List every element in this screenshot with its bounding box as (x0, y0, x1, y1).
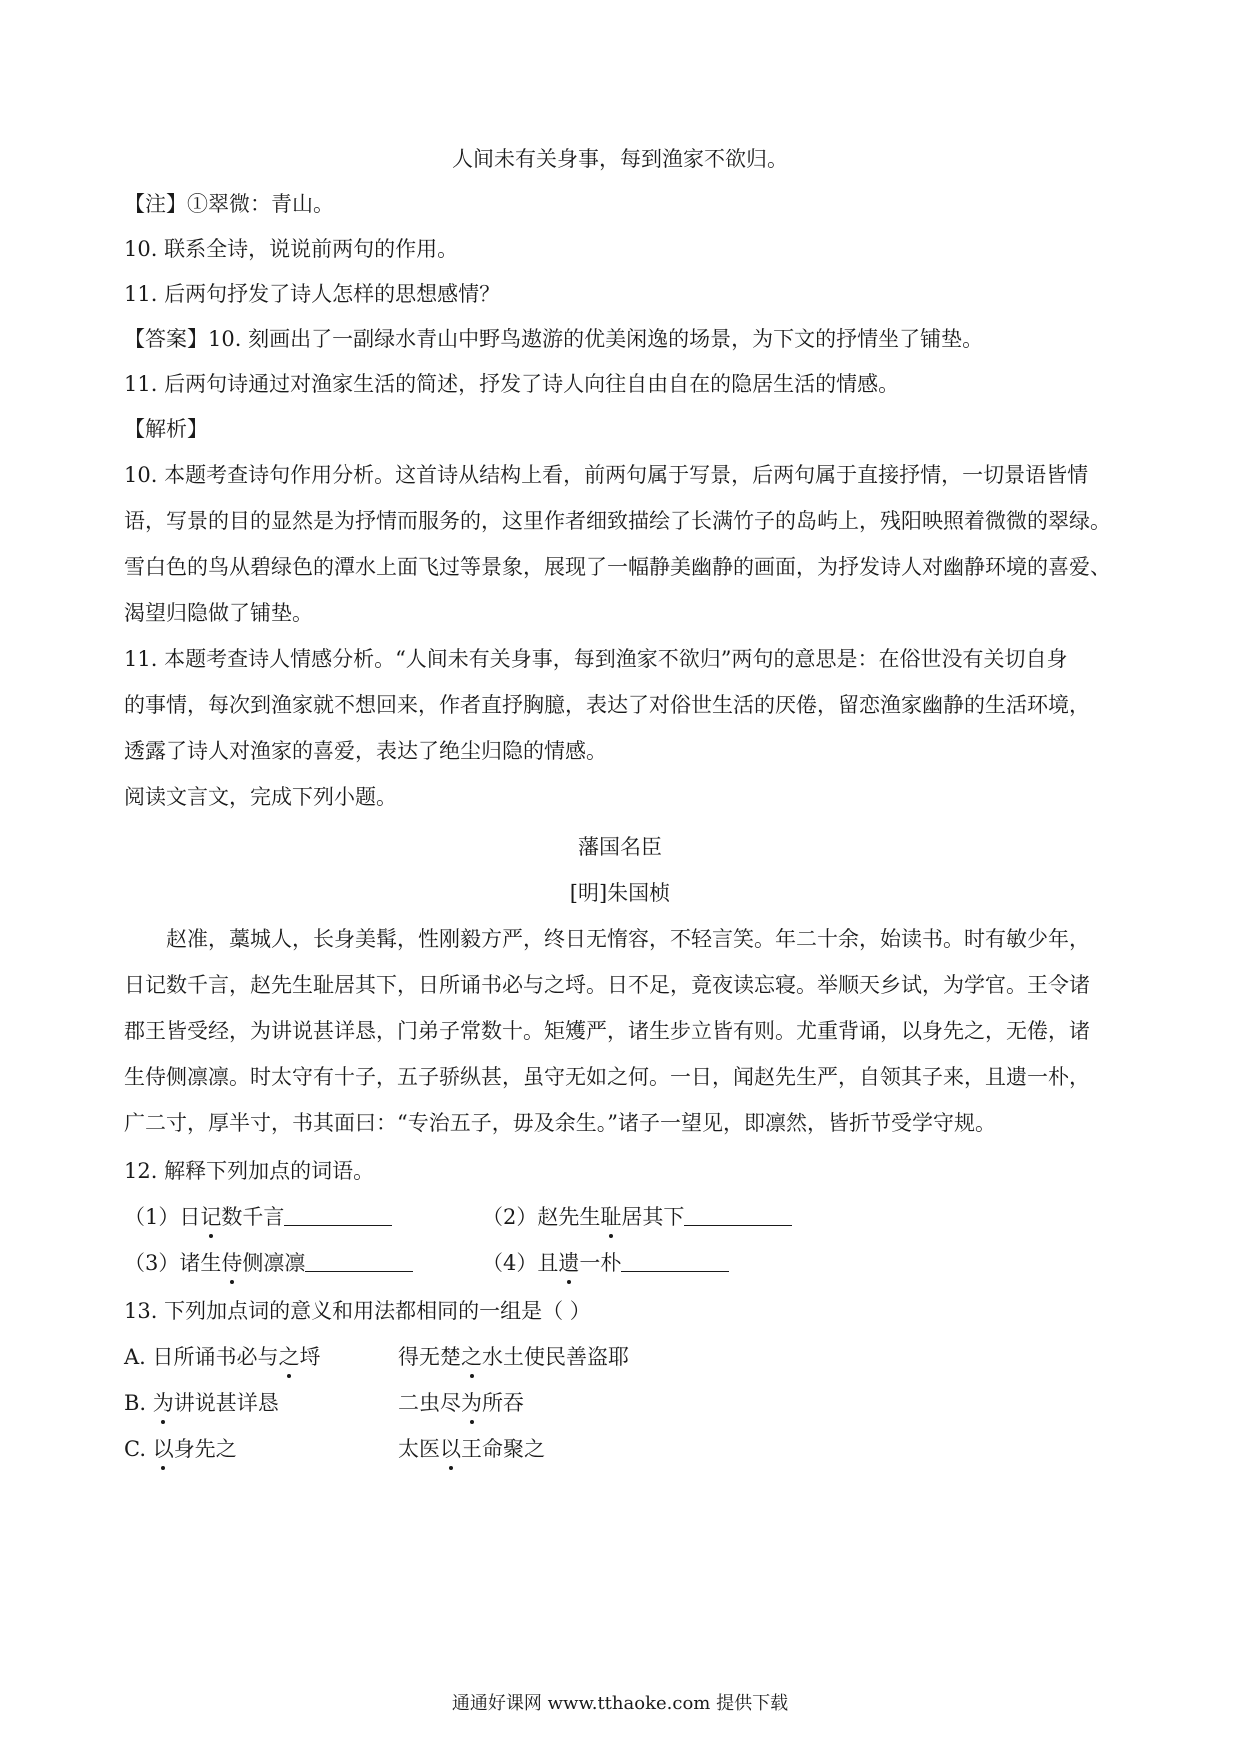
question-12-row (124, 1203, 1120, 1231)
option-text: 埒 (299, 1345, 321, 1369)
item-text: 日 (179, 1205, 201, 1229)
item-text: 一朴 (579, 1251, 622, 1275)
answer-blank[interactable] (621, 1251, 729, 1272)
analysis-10-line: 语，写景的目的显然是为抒情而服务的，这里作者细致描绘了长满竹子的岛屿上，残阳映照着微微的翠绿。 (124, 509, 1111, 533)
option-second-sentence (398, 1389, 524, 1417)
q12-item-4 (482, 1249, 729, 1277)
dotted-word: 以 (152, 1437, 174, 1461)
item-number: （2） (482, 1205, 538, 1229)
passage-line: 日记数千言，赵先生耻居其下，日所诵书必与之埒。日不足，竟夜读忘寝。举顺天乡试，为学官。王令诸 (124, 973, 1090, 997)
option-second-sentence (398, 1435, 545, 1463)
dotted-word: 为 (461, 1391, 482, 1415)
q13-option-b[interactable] (124, 1389, 1120, 1417)
option-label: B. (124, 1391, 147, 1415)
dotted-word: 之 (461, 1345, 482, 1369)
option-text: 水土使民善盗耶 (482, 1345, 629, 1369)
passage-line: 赵准，藁城人，长身美髯，性刚毅方严，终日无惰容，不轻言笑。年二十余，始读书。时有敏少年， (166, 927, 1090, 951)
option-text: 二虫尽 (398, 1391, 461, 1415)
dotted-word: 以 (440, 1437, 461, 1461)
page-footer: 通通好课网 www.tthaoke.com 提供下载 (451, 1693, 789, 1714)
dotted-word: 遗 (558, 1251, 580, 1275)
item-number: （1） (124, 1205, 180, 1229)
answer-blank[interactable] (305, 1251, 413, 1272)
analysis-heading: 【解析】 (124, 417, 208, 441)
passage-line: 广二寸，厚半寸，书其面曰：“专治五子，毋及余生。”诸子一望见，即凛然，皆折节受学守规。 (124, 1111, 996, 1135)
note: 【注】①翠微：青山。 (124, 192, 334, 216)
analysis-10-line: 10. 本题考查诗句作用分析。这首诗从结构上看，前两句属于写景，后两句属于直接抒情，一切景语皆情 (124, 463, 1089, 487)
item-text: 诸生 (179, 1251, 222, 1275)
poem-last-line: 人间未有关身事，每到渔家不欲归。 (452, 147, 788, 171)
question-11: 11. 后两句抒发了诗人怎样的思想感情？ (124, 282, 501, 306)
option-text: 讲说甚详恳 (173, 1391, 279, 1415)
item-text: 赵先生 (537, 1205, 601, 1229)
q13-option-c[interactable] (124, 1435, 1120, 1463)
item-text: 且 (537, 1251, 559, 1275)
option-text: 太医 (398, 1437, 440, 1461)
item-text: 居其下 (621, 1205, 685, 1229)
option-label: C. (124, 1437, 146, 1461)
answer-blank[interactable] (684, 1205, 792, 1226)
question-12-row (124, 1249, 1120, 1277)
passage-author: [明]朱国桢 (569, 881, 671, 905)
option-text: 得无楚 (398, 1345, 461, 1369)
analysis-11-line: 11. 本题考查诗人情感分析。“人间未有关身事，每到渔家不欲归”两句的意思是：在俗世没有关切自身 (124, 647, 1068, 671)
passage-line: 郡王皆受经，为讲说甚详恳，门弟子常数十。矩矱严，诸生步立皆有则。尤重背诵，以身先之，无倦，诸 (124, 1019, 1090, 1043)
q12-item-3 (124, 1251, 413, 1275)
dotted-word: 为 (152, 1391, 174, 1415)
option-text: 所吞 (482, 1391, 524, 1415)
analysis-11-line: 透露了诗人对渔家的喜爱，表达了绝尘归隐的情感。 (124, 739, 607, 763)
answer-11: 11. 后两句诗通过对渔家生活的简述，抒发了诗人向往自由自在的隐居生活的情感。 (124, 372, 900, 396)
answer-10: 【答案】10. 刻画出了一副绿水青山中野鸟遨游的优美闲逸的场景，为下文的抒情坐了铺垫。 (124, 327, 984, 351)
dotted-word: 耻 (600, 1205, 622, 1229)
item-number: （3） (124, 1251, 180, 1275)
answer-blank[interactable] (284, 1205, 392, 1226)
option-second-sentence (398, 1343, 629, 1371)
analysis-11-line: 的事情，每次到渔家就不想回来，作者直抒胸臆，表达了对俗世生活的厌倦，留恋渔家幽静的生活环境， (124, 693, 1090, 717)
q12-item-1 (124, 1205, 392, 1229)
option-text: 王命聚之 (461, 1437, 545, 1461)
item-text: 数千言 (221, 1205, 285, 1229)
dotted-word: 记 (200, 1205, 222, 1229)
analysis-10-line: 渴望归隐做了铺垫。 (124, 601, 313, 625)
question-10: 10. 联系全诗，说说前两句的作用。 (124, 237, 459, 261)
item-text: 侧凛凛 (242, 1251, 306, 1275)
analysis-10-line: 雪白色的鸟从碧绿色的潭水上面飞过等景象，展现了一幅静美幽静的画面，为抒发诗人对幽静环境的喜爱、 (124, 555, 1111, 579)
q13-option-a[interactable] (124, 1343, 1120, 1371)
item-number: （4） (482, 1251, 538, 1275)
question-13-stem: 13. 下列加点词的意义和用法都相同的一组是（ ） (124, 1299, 591, 1323)
passage-title: 藩国名臣 (578, 835, 662, 859)
option-text: 日所诵书必与 (152, 1345, 279, 1369)
dotted-word: 之 (278, 1345, 300, 1369)
q12-item-2 (482, 1203, 792, 1231)
question-12-stem: 12. 解释下列加点的词语。 (124, 1159, 375, 1183)
reading-instruction: 阅读文言文，完成下列小题。 (124, 785, 397, 809)
passage-line: 生侍侧凛凛。时太守有十子，五子骄纵甚，虽守无如之何。一日，闻赵先生严，自领其子来，且遗一朴， (124, 1065, 1090, 1089)
dotted-word: 侍 (221, 1251, 243, 1275)
option-label: A. (124, 1345, 146, 1369)
option-text: 身先之 (173, 1437, 237, 1461)
